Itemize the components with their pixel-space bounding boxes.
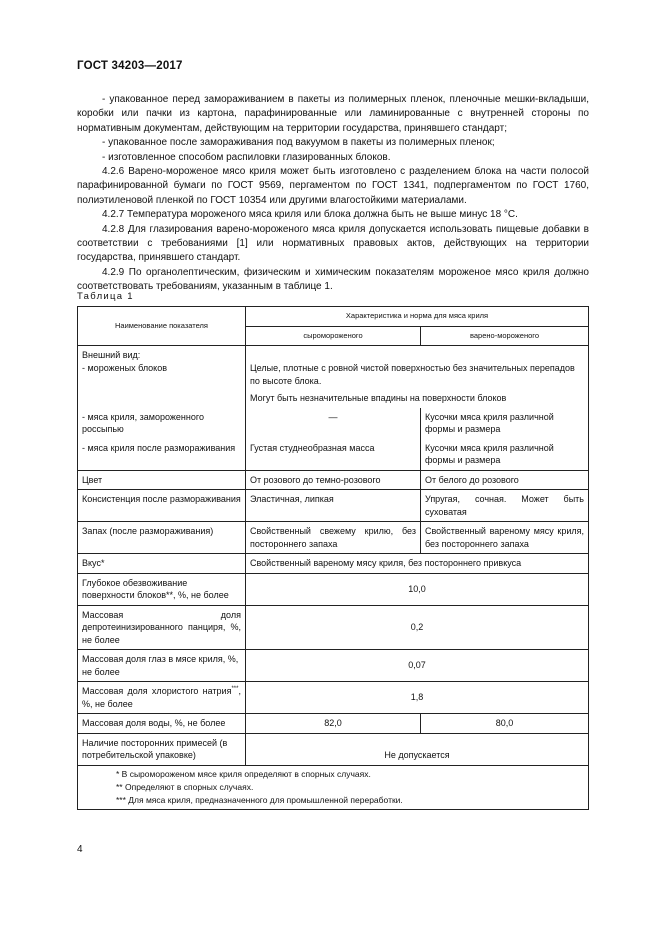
paragraph: - упакованное перед замораживанием в пакеты из полимерных пленок, пленочные мешки-вкладыши, коробки или пачки из картона, парафинированные или ламинированные с внутренней стороны по нормативным документам, действующим на территории государства, принявшего стандарт; bbox=[77, 94, 589, 134]
column-header-raw: сыромороженого bbox=[246, 326, 421, 346]
row-value-raw: Эластичная, липкая bbox=[246, 490, 421, 522]
table-row bbox=[78, 573, 589, 605]
paragraph: - изготовленное способом распиловки глазированных блоков. bbox=[102, 151, 391, 163]
row-value-raw: 82,0 bbox=[246, 714, 421, 734]
table-row bbox=[78, 605, 589, 650]
row-value-raw: От розового до темно-розового bbox=[246, 470, 421, 490]
taste-label: Вкус bbox=[82, 558, 101, 568]
table-row bbox=[78, 470, 589, 490]
table-notes-row bbox=[78, 765, 589, 809]
footnote-mark: ** bbox=[166, 590, 174, 600]
row-value-cooked: Упругая, сочная. Может быть суховатая bbox=[421, 490, 589, 522]
table-row bbox=[78, 682, 589, 714]
page-number: 4 bbox=[77, 844, 83, 855]
row-name: Массовая доля депротеинизированного панциря, %, не более bbox=[78, 605, 246, 650]
requirements-table bbox=[77, 306, 589, 810]
document-header: ГОСТ 34203—2017 bbox=[77, 60, 183, 72]
table-row bbox=[78, 733, 589, 765]
row-value-raw: Свойственный свежему крилю, без постороннего запаха bbox=[246, 522, 421, 554]
row-name: - мяса криля после размораживания bbox=[78, 439, 246, 471]
row-value: Свойственный вареному мясу криля, без постороннего привкуса bbox=[246, 554, 589, 574]
paragraph: 4.2.8 Для глазирования варено-мороженого мяса криля допускается использовать пищевые добавки в соответствии с требованиями [1] или нормативных правовых актов, действующих на территории государства, принявшего стандарт. bbox=[77, 223, 589, 264]
table-header-row bbox=[78, 307, 589, 327]
column-header-indicator: Наименование показателя bbox=[78, 307, 246, 346]
table-row bbox=[78, 522, 589, 554]
row-value-raw: — bbox=[246, 408, 421, 439]
table-row bbox=[78, 346, 589, 408]
row-name bbox=[78, 573, 246, 605]
column-header-cooked: варено-мороженого bbox=[421, 326, 589, 346]
footnote: * В сыромороженом мясе криля определяют в спорных случаях. bbox=[116, 768, 371, 779]
row-value: Не допускается bbox=[246, 733, 589, 765]
table-row bbox=[78, 408, 589, 439]
row-value-cooked: Свойственный вареному мясу криля, без постороннего запаха bbox=[421, 522, 589, 554]
blocks-value-1: Целые, плотные с ровной чистой поверхностью без значительных перепадов по высоте блока. bbox=[250, 363, 575, 386]
dehydration-suffix: , %, не более bbox=[173, 590, 229, 600]
row-name bbox=[78, 682, 246, 714]
footnote-mark: *** bbox=[231, 686, 239, 692]
table-row bbox=[78, 439, 589, 471]
paragraph: 4.2.7 Температура мороженого мяса криля или блока должна быть не выше минус 18 °С. bbox=[102, 209, 518, 221]
row-name bbox=[78, 346, 246, 408]
body-text bbox=[77, 93, 589, 295]
row-name: - мяса криля, замороженного россыпью bbox=[78, 408, 246, 439]
row-name bbox=[78, 554, 246, 574]
blocks-value-2: Могут быть незначительные впадины на поверхности блоков bbox=[250, 393, 507, 403]
row-value: 0,07 bbox=[246, 650, 589, 682]
row-value-cooked: Кусочки мяса криля различной формы и размера bbox=[421, 439, 589, 471]
row-value-cooked: Кусочки мяса криля различной формы и размера bbox=[421, 408, 589, 439]
paragraph: - упакованное после замораживания под вакуумом в пакеты из полимерных пленок; bbox=[102, 137, 495, 149]
row-name: Массовая доля воды, %, не более bbox=[78, 714, 246, 734]
row-name: Цвет bbox=[78, 470, 246, 490]
paragraph: 4.2.6 Варено-мороженое мясо криля может быть изготовлено с разделением блока на части полосой парафинированной бумаги по ГОСТ 9569, пергаментом по ГОСТ 1341, подпергаментом по ГОСТ 1760, полиэтиленовой пленкой по ГОСТ 10354 или другими влагостойкими материалами. bbox=[77, 166, 589, 206]
salt-label: Массовая доля хлористого натрия bbox=[82, 686, 232, 696]
row-name: Наличие посторонних примесей (в потребительской упаковке) bbox=[78, 733, 246, 765]
row-value-cooked: 80,0 bbox=[421, 714, 589, 734]
appearance-title: Внешний вид: bbox=[82, 350, 141, 360]
table-row bbox=[78, 714, 589, 734]
paragraph: 4.2.9 По органолептическим, физическим и химическим показателям мороженое мясо криля должно соответствовать требованиям, указанным в таблице 1. bbox=[77, 266, 589, 293]
appearance-blocks: - мороженых блоков bbox=[82, 362, 167, 373]
dehydration-label: Глубокое обезвоживание поверхности блоков bbox=[82, 577, 188, 600]
table-row bbox=[78, 650, 589, 682]
row-name: Запах (после размораживания) bbox=[78, 522, 246, 554]
row-value-raw: Густая студнеобразная масса bbox=[246, 439, 421, 471]
table-row bbox=[78, 490, 589, 522]
row-value bbox=[246, 346, 589, 408]
row-value: 1,8 bbox=[246, 682, 589, 714]
row-name: Массовая доля глаз в мясе криля, %, не более bbox=[78, 650, 246, 682]
table-notes bbox=[78, 765, 589, 809]
salt-suffix: , %, не более bbox=[82, 686, 241, 709]
table-caption: Таблица 1 bbox=[77, 291, 134, 302]
row-name: Консистенция после размораживания bbox=[78, 490, 246, 522]
row-value: 0,2 bbox=[246, 605, 589, 650]
footnote-mark: * bbox=[100, 558, 105, 568]
column-header-group: Характеристика и норма для мяса криля bbox=[246, 307, 589, 327]
row-value: 10,0 bbox=[246, 573, 589, 605]
footnote: ** Определяют в спорных случаях. bbox=[116, 781, 254, 792]
row-value-cooked: От белого до розового bbox=[421, 470, 589, 490]
table-row bbox=[78, 554, 589, 574]
footnote: *** Для мяса криля, предназначенного для промышленной переработки. bbox=[116, 794, 403, 805]
